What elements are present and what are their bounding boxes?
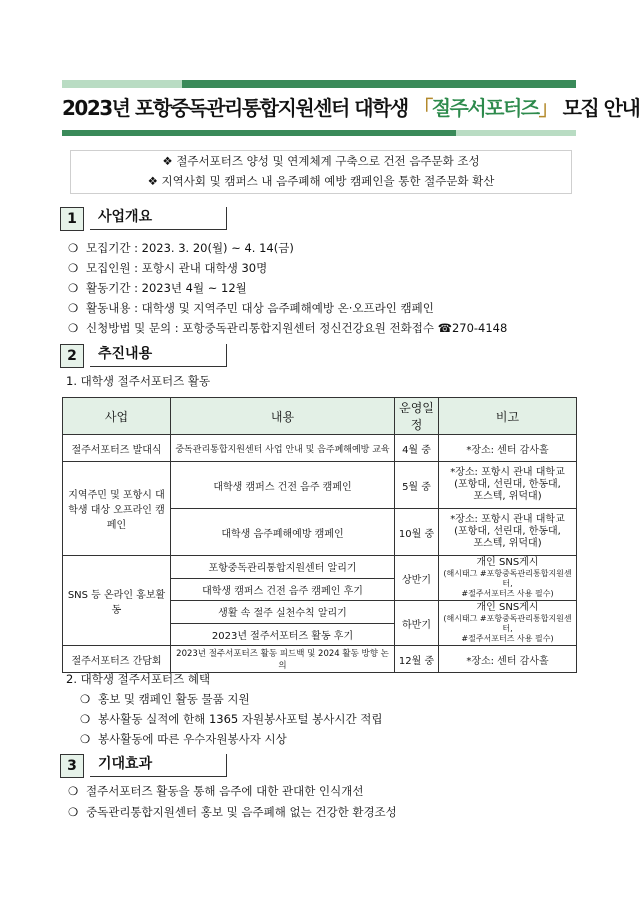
table-row: 절주서포터즈 간담회 2023년 절주서포터즈 활동 피드백 및 2024 활동 방향 논의 12월 중 *장소: 센터 감사홀 (63, 646, 577, 673)
summary-line: ❖ 절주서포터즈 양성 및 연계체계 구축으로 건전 음주문화 조성 (162, 154, 480, 168)
summary-line: ❖ 지역사회 및 캠퍼스 내 음주폐해 예방 캠페인을 통한 절주문화 확산 (147, 174, 495, 188)
list-item: ❍ 모집기간 : 2023. 3. 20(월) ~ 4. 14(금) (68, 241, 294, 255)
activity-table (62, 397, 577, 673)
list-item: ❍ 절주서포터즈 활동을 통해 음주에 대한 관대한 인식개선 (68, 784, 364, 798)
list-item: ❍ 홍보 및 캠페인 활동 물품 지원 (80, 692, 250, 706)
list-item: ❍ 봉사활동 실적에 한해 1365 자원봉사포털 봉사시간 적립 (80, 712, 383, 726)
table-row: SNS 등 온라인 홍보활동 포항중독관리통합지원센터 알리기 상반기 개인 SNS게시 (해시태그 #포항중독관리통합지원센터, #절주서포터즈 사용 필수) (63, 556, 577, 579)
table-row: 대학생 캠퍼스 건전 음주 캠페인 후기 (63, 578, 577, 601)
subheading: 2. 대학생 절주서포터즈 혜택 (66, 672, 211, 686)
list-item: ❍ 신청방법 및 문의 : 포항중독관리통합지원센터 정신건강요원 전화접수 ☎270-4148 (68, 321, 508, 335)
table-row: 절주서포터즈 발대식 중독관리통합지원센터 사업 안내 및 음주폐해예방 교육 4월 중 *장소: 센터 감사홀 (63, 435, 577, 462)
table-row: 대학생 음주폐해예방 캠페인 10월 중 *장소: 포항시 관내 대학교 (포항대, 선린대, 한동대, 포스텍, 위덕대) (63, 509, 577, 556)
list-item: ❍ 활동기간 : 2023년 4월 ~ 12월 (68, 281, 247, 295)
summary-box (70, 150, 572, 194)
table-header-row: 사업 내용 운영일정 비고 (63, 398, 577, 435)
subheading: 1. 대학생 절주서포터즈 활동 (66, 374, 211, 388)
table-row: 2023년 절주서포터즈 활동 후기 (63, 623, 577, 646)
title-top-bar (62, 80, 576, 88)
table-row: 지역주민 및 포항시 대학생 대상 오프라인 캠페인 대학생 캠퍼스 건전 음주 캠페인 5월 중 *장소: 포항시 관내 대학교 (포항대, 선린대, 한동대, 포스텍, 위덕대) (63, 462, 577, 509)
list-item: ❍ 모집인원 : 포항시 관내 대학생 30명 (68, 261, 268, 275)
list-item: ❍ 봉사활동에 따른 우수자원봉사자 시상 (80, 732, 287, 746)
page-title: 2023년 포항중독관리통합지원센터 대학생 「절주서포터즈」 모집 안내 (62, 96, 640, 120)
table-row: 생활 속 절주 실천수칙 알리기 하반기 개인 SNS게시 (해시태그 #포항중독관리통합지원센터, #절주서포터즈 사용 필수) (63, 601, 577, 624)
list-item: ❍ 중독관리통합지원센터 홍보 및 음주폐해 없는 건강한 환경조성 (68, 805, 397, 819)
list-item: ❍ 활동내용 : 대학생 및 지역주민 대상 음주폐해예방 온·오프라인 캠페인 (68, 301, 434, 315)
title-bottom-bar (62, 130, 576, 136)
